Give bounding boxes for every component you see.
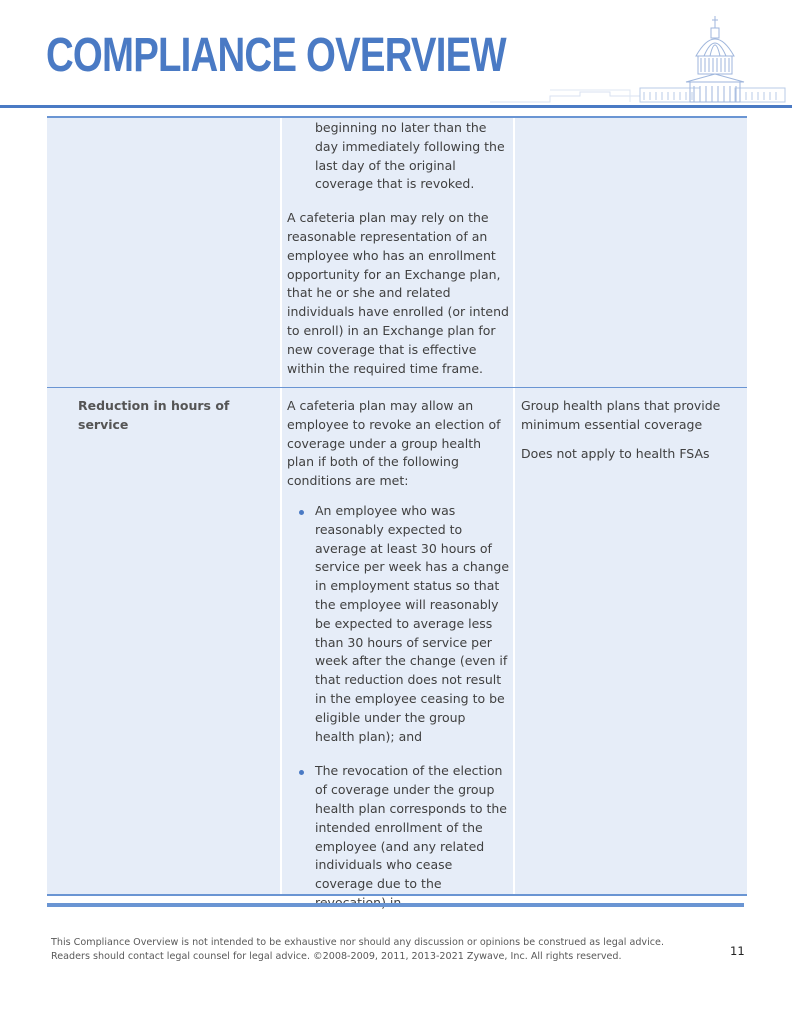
list-item bbox=[287, 502, 509, 746]
row1-paragraph: A cafeteria plan may rely on the reasonable representation of an employee who has an enrollment opportunity for an Exchange plan, that he or she and related individuals have enrolled (or intend to enroll) in an Exchange plan for new coverage that is effective within the required time frame. bbox=[287, 210, 509, 376]
page-title: COMPLIANCE OVERVIEW bbox=[46, 29, 506, 82]
bullet-icon bbox=[299, 770, 304, 775]
applies-to-text: Does not apply to health FSAs bbox=[521, 445, 710, 461]
row1-description bbox=[287, 119, 509, 378]
bullet-text: An employee who was reasonably expected to average at least 30 hours of service per week has a change in employment status so that the employee will reasonably be expected to average less than 30 hours of service per week after the change (even if that reduction does not result in the employee ceasing to be eligible under the group health plan); and bbox=[315, 502, 510, 744]
footer-rule bbox=[47, 903, 744, 907]
list-item bbox=[287, 119, 509, 194]
bullet-icon bbox=[299, 510, 304, 515]
compliance-table bbox=[47, 116, 747, 896]
capitol-building-icon bbox=[490, 10, 790, 108]
row2-label: Reduction in hours of service bbox=[78, 398, 230, 432]
bullet-continuation-text: beginning no later than the day immediately following the last day of the original coverage that is revoked. bbox=[315, 120, 505, 192]
header-rule bbox=[0, 105, 792, 108]
footer-disclaimer bbox=[51, 936, 731, 964]
list-item bbox=[287, 762, 509, 912]
disclaimer-line: This Compliance Overview is not intended to be exhaustive nor should any discussion or opinions be construed as legal advice. bbox=[51, 937, 664, 948]
applies-to-text: Group health plans that provide minimum essential coverage bbox=[521, 398, 721, 432]
row2-description bbox=[287, 397, 509, 913]
page-number: 11 bbox=[730, 944, 745, 958]
bullet-text: The revocation of the election of coverage under the group health plan corresponds to the intended enrollment of the employee (and any related individuals who cease coverage due to the bbox=[315, 763, 507, 892]
row2-intro: A cafeteria plan may allow an employee to revoke an election of coverage under a group health plan if both of the following conditions are met: bbox=[287, 398, 501, 489]
column-divider bbox=[280, 118, 282, 894]
bullet-list bbox=[287, 119, 509, 194]
row-separator bbox=[47, 387, 747, 388]
row2-applies-to bbox=[521, 397, 741, 463]
column-divider bbox=[513, 118, 515, 894]
disclaimer-line: Readers should contact legal counsel for legal advice. ©2008-2009, 2011, 2013-2021 Zywave, Inc. All rights reserved. bbox=[51, 951, 622, 962]
bullet-list bbox=[287, 502, 509, 913]
